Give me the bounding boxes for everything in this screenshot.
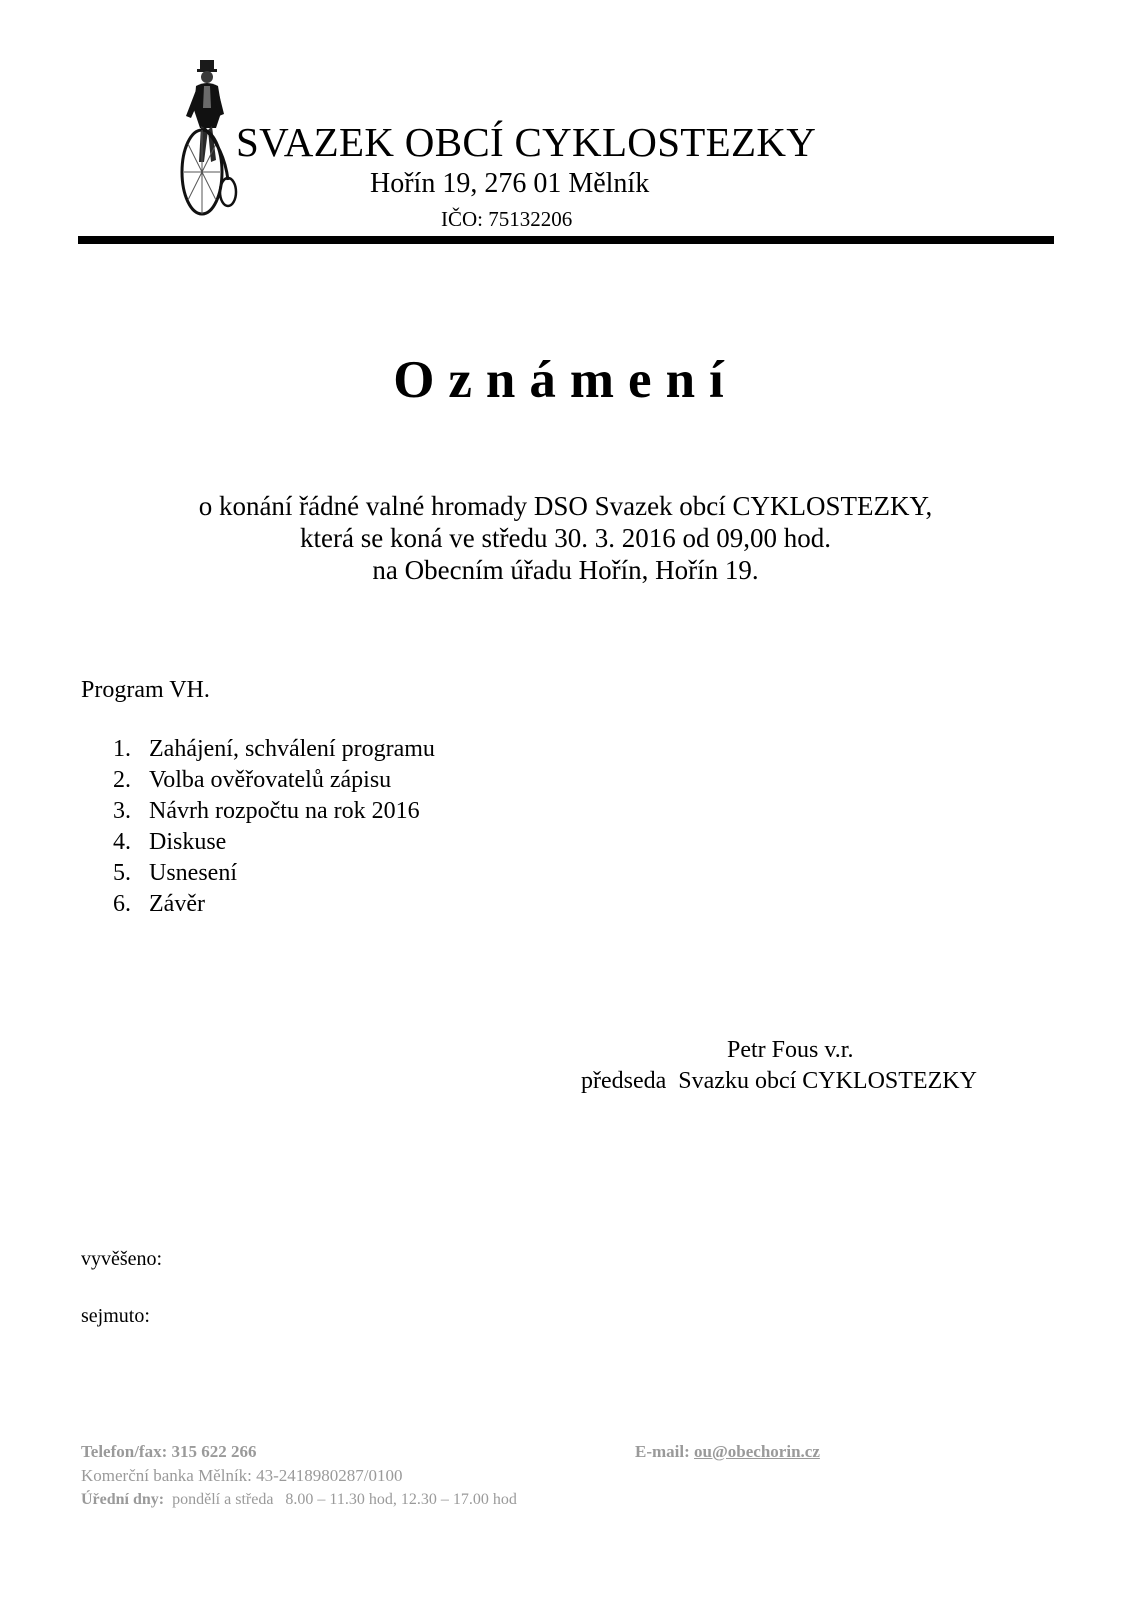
signatory-role: předseda Svazku obcí CYKLOSTEZKY [581,1068,977,1094]
footer-email [635,1442,820,1462]
agenda-item-number: 6. [113,891,131,917]
program-heading: Program VH. [81,677,210,703]
agenda-item [113,734,435,765]
penny-farthing-cyclist-icon [178,58,240,218]
agenda-item-text: Diskuse [149,829,227,855]
footer-phone-text: Telefon/fax: 315 622 266 [81,1442,257,1461]
posted-label: vyvěšeno: [81,1248,163,1270]
agenda-item [113,858,435,889]
footer-phone [81,1442,257,1462]
footer-hours [81,1491,517,1509]
footer-bank: Komerční banka Mělník: 43-2418980287/0100 [81,1466,403,1485]
organization-address: Hořín 19, 276 01 Mělník [370,168,650,199]
agenda-item-number: 2. [113,767,131,793]
removed-label: sejmuto: [81,1305,150,1327]
agenda-item [113,889,435,920]
organization-name: SVAZEK OBCÍ CYKLOSTEZKY [236,119,817,165]
announcement-line-1: o konání řádné valné hromady DSO Svazek obcí CYKLOSTEZKY, [198,491,933,521]
footer-email-label: E-mail: [635,1442,695,1461]
email-link[interactable]: ou@obechorin.cz [694,1442,820,1461]
agenda-item-text: Volba ověřovatelů zápisu [149,767,392,793]
agenda-list [113,734,435,920]
agenda-item-text: Usnesení [149,860,237,886]
footer-hours-label: Úřední dny: [81,1491,165,1508]
agenda-item-number: 5. [113,860,131,886]
agenda-item-text: Zahájení, schválení programu [149,736,435,762]
document-title: Oznámení [393,351,738,409]
agenda-item-number: 1. [113,736,131,762]
agenda-item-text: Návrh rozpočtu na rok 2016 [149,798,420,824]
header-divider [78,236,1054,244]
announcement-line-3: na Obecním úřadu Hořín, Hořín 19. [372,555,759,585]
footer-hours-text: pondělí a středa 8.00 – 11.30 hod, 12.30 – 17.00 hod [164,1491,517,1508]
agenda-item-number: 4. [113,829,131,855]
signatory-name: Petr Fous v.r. [727,1037,854,1063]
agenda-item-number: 3. [113,798,131,824]
organization-ico: IČO: 75132206 [441,207,573,231]
agenda-item-text: Závěr [149,891,205,917]
agenda-item [113,827,435,858]
announcement [0,490,1131,586]
agenda-item [113,796,435,827]
announcement-line-2: která se koná ve středu 30. 3. 2016 od 09,00 hod. [300,523,831,553]
agenda-item [113,765,435,796]
